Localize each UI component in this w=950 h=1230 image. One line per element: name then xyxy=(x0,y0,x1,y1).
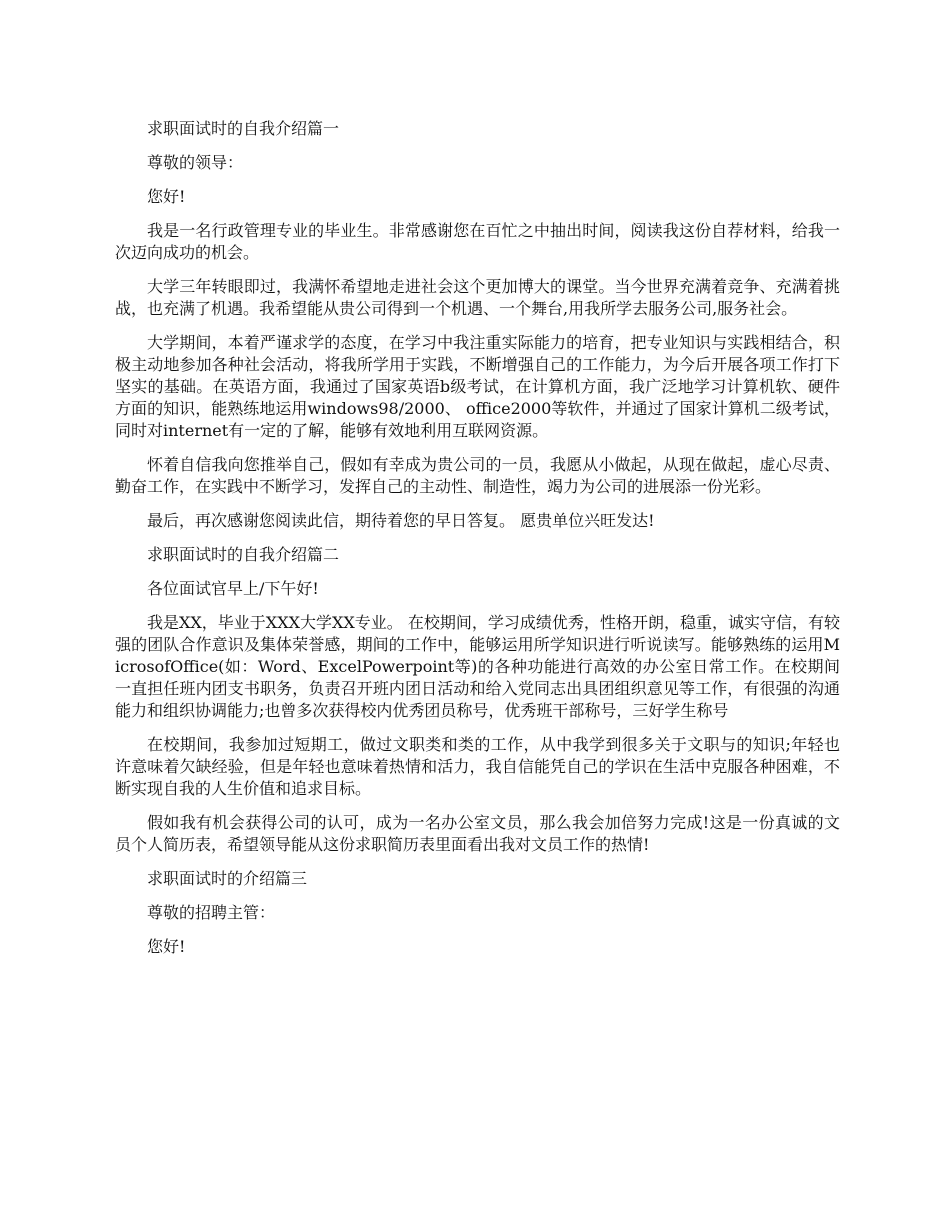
body-paragraph: 怀着自信我向您推举自己，假如有幸成为贵公司的一员，我愿从小做起，从现在做起，虚心尽责、勤奋工作，在实践中不断学习，发挥自己的主动性、制造性，竭力为公司的进展添一份光彩。 xyxy=(115,455,840,496)
salutation: 尊敬的领导： xyxy=(147,153,244,172)
greeting: 您好! xyxy=(147,187,186,206)
body-paragraph: 大学三年转眼即过，我满怀希望地走进社会这个更加博大的课堂。当今世界充满着竞争、充满着挑战，也充满了机遇。我希望能从贵公司得到一个机遇、一个舞台,用我所学去服务公司,服务社会。 xyxy=(115,277,840,318)
salutation: 各位面试官早上/下午好! xyxy=(147,579,319,598)
body-paragraph: 我是XX，毕业于XXX大学XX专业。 在校期间，学习成绩优秀，性格开朗，稳重，诚实守信，有较强的团队合作意识及集体荣誉感，期间的工作中，能够运用所学知识进行听说读写。能够熟练的运用MicrosofOffice(如：Word、ExcelPowerpoint等)的各种功能进行高效的办公室日常工作。在校期间一直担任班内团支书职务，负责召开班内团日活动和给入党同志出具团组织意见等工作，有很强的沟通能力和组织协调能力;也曾多次获得校内优秀团员称号，优秀班干部称号，三好学生称号 xyxy=(115,613,840,720)
greeting: 您好! xyxy=(147,937,186,956)
section-title-2: 求职面试时的自我介绍篇二 xyxy=(147,545,340,564)
body-paragraph: 假如我有机会获得公司的认可，成为一名办公室文员，那么我会加倍努力完成!这是一份真诚的文员个人简历表，希望领导能从这份求职简历表里面看出我对文员工作的热情! xyxy=(115,813,840,854)
salutation: 尊敬的招聘主管： xyxy=(147,903,276,922)
section-title-3: 求职面试时的介绍篇三 xyxy=(147,869,308,888)
body-paragraph: 大学期间，本着严谨求学的态度，在学习中我注重实际能力的培育，把专业知识与实践相结合，积极主动地参加各种社会活动，将我所学用于实践，不断增强自己的工作能力，为今后开展各项工作打下坚实的基础。在英语方面，我通过了国家英语b级考试，在计算机方面，我广泛地学习计算机软、硬件方面的知识，能熟练地运用windows98/2000、 office2000等软件，并通过了国家计算机二级考试，同时对internet有一定的了解，能够有效地利用互联网资源。 xyxy=(115,333,840,440)
document-page xyxy=(115,118,840,970)
closing-paragraph: 最后，再次感谢您阅读此信，期待着您的早日答复。 愿贵单位兴旺发达! xyxy=(147,511,655,530)
body-paragraph: 在校期间，我参加过短期工，做过文职类和类的工作，从中我学到很多关于文职与的知识;年轻也许意味着欠缺经验，但是年轻也意味着热情和活力，我自信能凭自己的学识在生活中克服各种困难，不断实现自我的人生价值和追求目标。 xyxy=(115,735,840,798)
body-paragraph: 我是一名行政管理专业的毕业生。非常感谢您在百忙之中抽出时间，阅读我这份自荐材料，给我一次迈向成功的机会。 xyxy=(115,221,840,262)
section-title-1: 求职面试时的自我介绍篇一 xyxy=(147,119,340,138)
